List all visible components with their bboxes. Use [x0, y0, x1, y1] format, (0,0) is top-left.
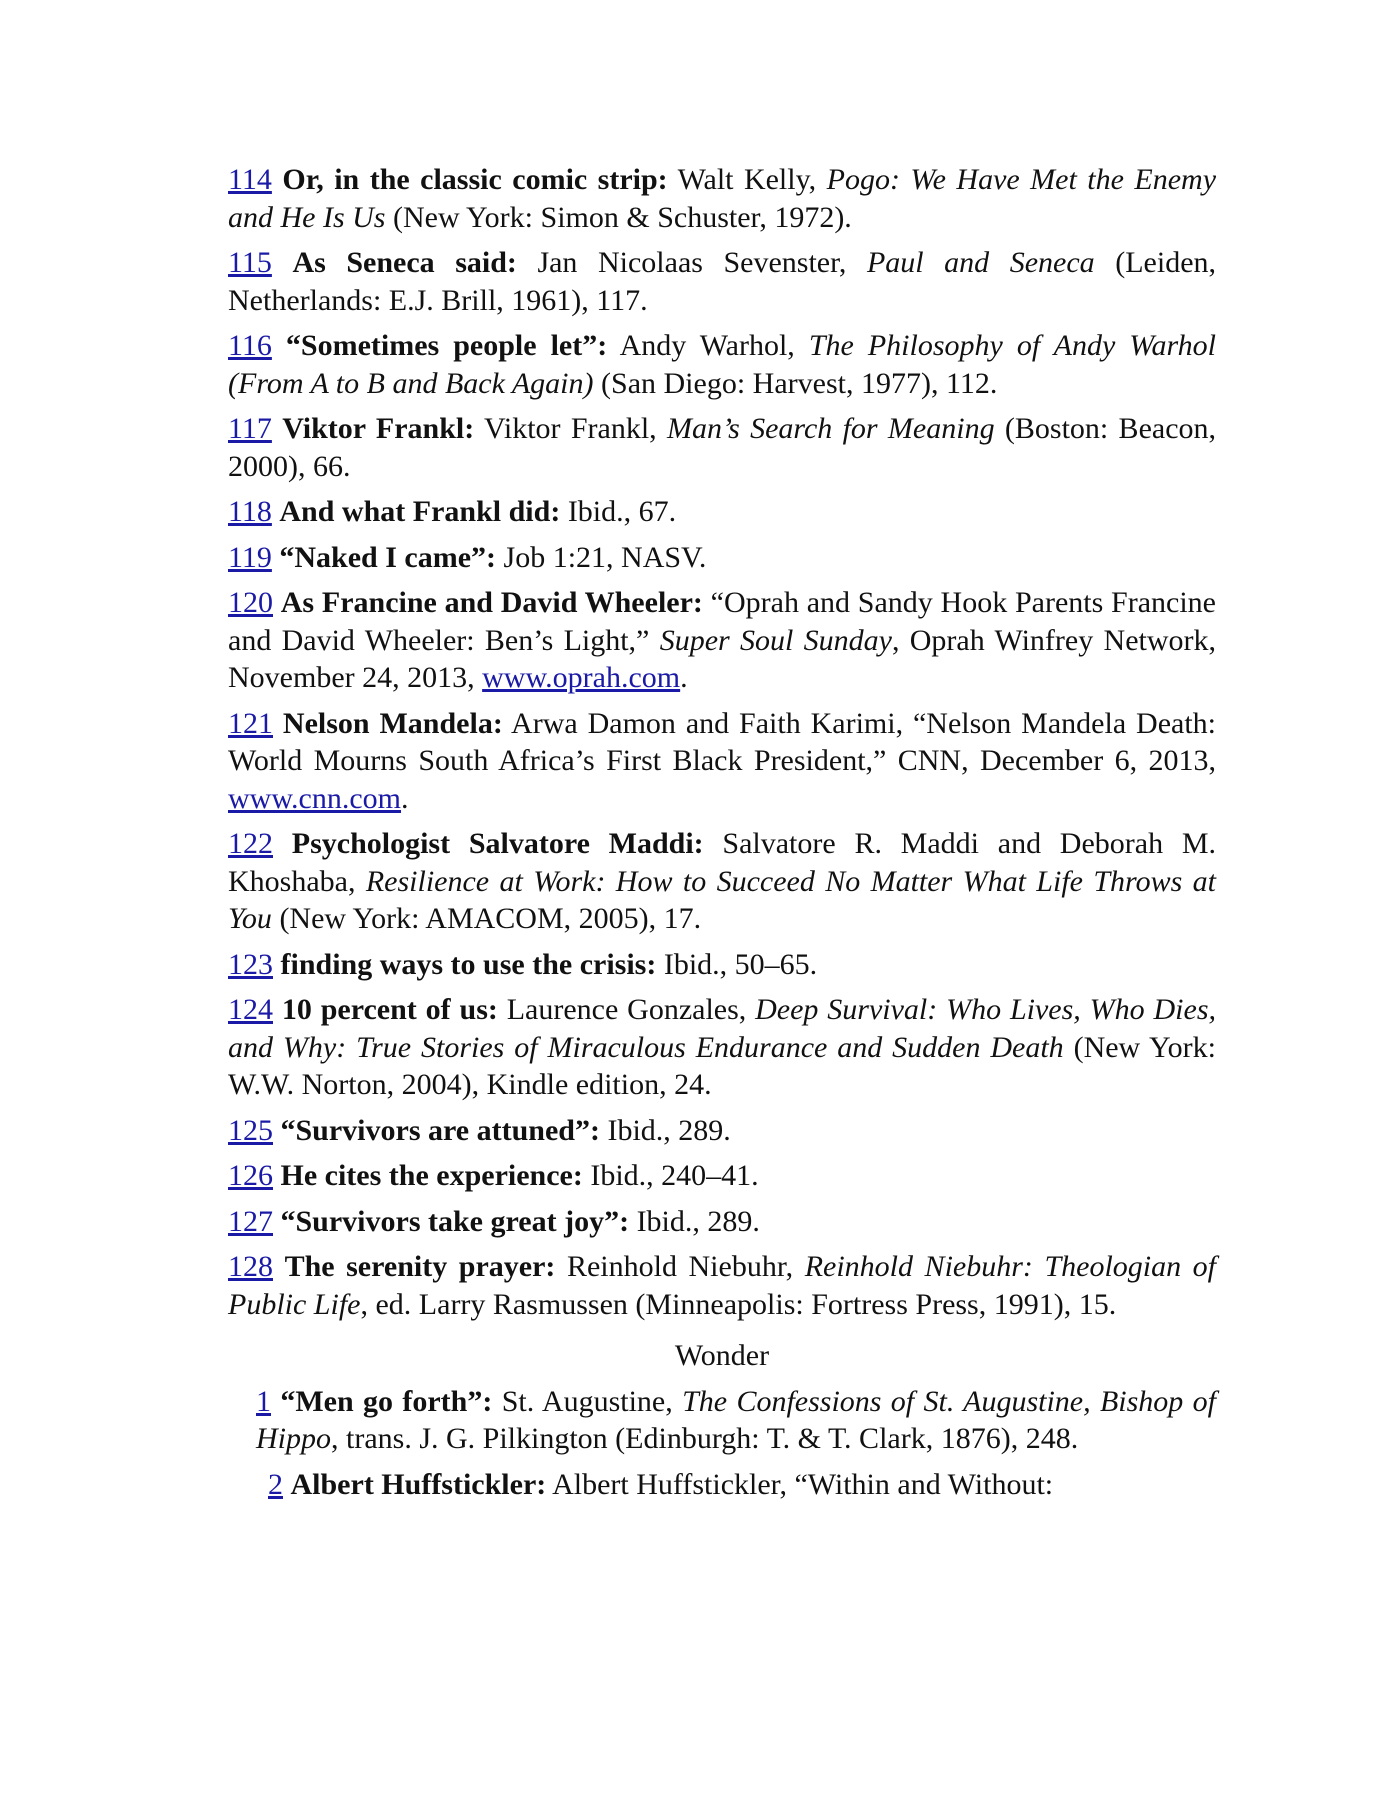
- web-link[interactable]: www.cnn.com: [228, 781, 402, 815]
- endnote-120: [228, 584, 1216, 697]
- note-lead: “Survivors take great joy”:: [280, 1204, 630, 1238]
- note-number-link[interactable]: 125: [228, 1113, 273, 1147]
- note-lead: Viktor Frankl:: [282, 412, 475, 445]
- endnote-125: [228, 1112, 1216, 1150]
- note-title: Reinhold Niebuhr: Theologian of Public Life: [228, 1250, 1217, 1321]
- note-lead: He cites the experience:: [280, 1159, 583, 1192]
- note-text: (Boston: Beacon, 2000), 66.: [228, 412, 1217, 483]
- endnote-121: [228, 705, 1216, 818]
- note-number-link[interactable]: 122: [228, 827, 273, 860]
- note-text: Ibid., 67.: [560, 495, 677, 528]
- endnote-116: [228, 327, 1216, 402]
- note-text: Reinhold Niebuhr,: [555, 1250, 805, 1283]
- note-text: Salvatore R. Maddi and Deborah M. Khoshaba,: [228, 827, 1217, 898]
- note-lead: “Sometimes people let”:: [285, 329, 608, 362]
- note-number-link[interactable]: 128: [228, 1250, 273, 1283]
- note-number-link[interactable]: 121: [228, 706, 273, 740]
- note-text: Ibid., 289.: [629, 1204, 760, 1238]
- note-text: Albert Huffstickler, “Within and Without:: [546, 1467, 1054, 1501]
- note-text: Ibid., 50–65.: [656, 947, 818, 981]
- note-text: Arwa Damon and Faith Karimi, “Nelson Mandela Death: World Mourns South Africa’s First Black President,” CNN, December 6, 2013,: [228, 706, 1217, 777]
- note-number-link[interactable]: 123: [228, 947, 273, 981]
- note-title: Super Soul Sunday: [659, 623, 892, 657]
- note-text: (New York: Simon & Schuster, 1972).: [385, 200, 852, 234]
- endnote-119: [228, 539, 1216, 577]
- note-text: , ed. Larry Rasmussen (Minneapolis: Fortress Press, 1991), 15.: [360, 1287, 1117, 1321]
- note-text: Ibid., 240–41.: [582, 1159, 759, 1192]
- note-lead: Nelson Mandela:: [282, 706, 503, 740]
- note-title: The Confessions of St. Augustine, Bishop of Hippo: [256, 1384, 1216, 1455]
- note-text: Ibid., 289.: [599, 1113, 731, 1147]
- endnote-127: [228, 1203, 1216, 1241]
- note-text: Laurence Gonzales,: [497, 993, 756, 1026]
- note-number-link[interactable]: 114: [228, 163, 272, 196]
- note-text: Walt Kelly,: [667, 163, 827, 196]
- note-text: “Oprah and Sandy Hook Parents Francine and David Wheeler: Ben’s Light,”: [228, 586, 1216, 657]
- note-number-link[interactable]: 1: [256, 1384, 271, 1418]
- note-text: Job 1:21, NASV.: [496, 540, 707, 574]
- note-number-link[interactable]: 127: [228, 1204, 273, 1238]
- note-lead: The serenity prayer:: [284, 1250, 556, 1283]
- note-lead: “Men go forth”:: [280, 1384, 493, 1418]
- note-number-link[interactable]: 117: [228, 412, 272, 445]
- note-text: Andy Warhol,: [607, 329, 809, 362]
- note-text: (Leiden, Netherlands: E.J. Brill, 1961), 117.: [228, 246, 1217, 317]
- endnote-114: [228, 161, 1216, 236]
- note-title: Man’s Search for Meaning: [666, 412, 995, 445]
- note-text: Jan Nicolaas Sevenster,: [516, 246, 867, 279]
- endnote-123: [228, 946, 1216, 984]
- note-text: (New York: W.W. Norton, 2004), Kindle edition, 24.: [228, 1030, 1216, 1101]
- note-title: Pogo: We Have Met the Enemy and He Is Us: [228, 163, 1217, 234]
- endnote-wonder-2: [228, 1466, 1216, 1504]
- note-number-link[interactable]: 118: [228, 495, 272, 528]
- note-number-link[interactable]: 2: [268, 1467, 283, 1501]
- note-title: Resilience at Work: How to Succeed No Matter What Life Throws at You: [228, 864, 1216, 935]
- web-link[interactable]: www.oprah.com: [482, 661, 681, 694]
- note-lead: “Survivors are attuned”:: [280, 1113, 600, 1147]
- note-title: The Philosophy of Andy Warhol (From A to B and Back Again): [228, 329, 1217, 400]
- note-text: .: [401, 781, 409, 815]
- note-lead: As Francine and David Wheeler:: [280, 586, 703, 619]
- note-lead: Albert Huffstickler:: [290, 1467, 547, 1501]
- note-title: Deep Survival: Who Lives, Who Dies, and Why: True Stories of Miraculous Endurance and Sudden Death: [228, 993, 1216, 1064]
- note-number-link[interactable]: 115: [228, 246, 272, 279]
- note-text: (New York: AMACOM, 2005), 17.: [271, 902, 702, 935]
- endnote-117: [228, 410, 1216, 485]
- endnote-126: [228, 1157, 1216, 1195]
- endnotes-page: [228, 161, 1216, 1511]
- note-text: , Oprah Winfrey Network, November 24, 2013,: [228, 623, 1216, 694]
- endnote-124: [228, 991, 1216, 1104]
- section-heading: Wonder: [674, 1339, 770, 1372]
- note-text: .: [680, 661, 688, 694]
- note-lead: As Seneca said:: [292, 246, 517, 279]
- note-number-link[interactable]: 116: [228, 329, 272, 362]
- note-text: (San Diego: Harvest, 1977), 112.: [593, 366, 998, 400]
- note-text: Viktor Frankl,: [474, 412, 667, 445]
- endnote-122: [228, 825, 1216, 938]
- note-lead: Psychologist Salvatore Maddi:: [291, 827, 704, 860]
- note-lead: Or, in the classic comic strip:: [282, 163, 668, 196]
- note-lead: finding ways to use the crisis:: [280, 947, 657, 981]
- endnote-115: [228, 244, 1216, 319]
- endnote-wonder-1: [228, 1383, 1216, 1458]
- note-number-link[interactable]: 119: [228, 540, 272, 574]
- note-lead: And what Frankl did:: [279, 495, 561, 528]
- note-title: Paul and Seneca: [866, 246, 1095, 279]
- note-text: , trans. J. G. Pilkington (Edinburgh: T. & T. Clark, 1876), 248.: [331, 1422, 1079, 1455]
- note-text: St. Augustine,: [492, 1384, 683, 1418]
- endnote-128: [228, 1248, 1216, 1323]
- note-number-link[interactable]: 124: [228, 993, 273, 1026]
- note-number-link[interactable]: 120: [228, 586, 273, 619]
- note-lead: 10 percent of us:: [281, 993, 498, 1026]
- endnote-118: [228, 493, 1216, 531]
- note-number-link[interactable]: 126: [228, 1159, 273, 1192]
- note-lead: “Naked I came”:: [279, 540, 497, 574]
